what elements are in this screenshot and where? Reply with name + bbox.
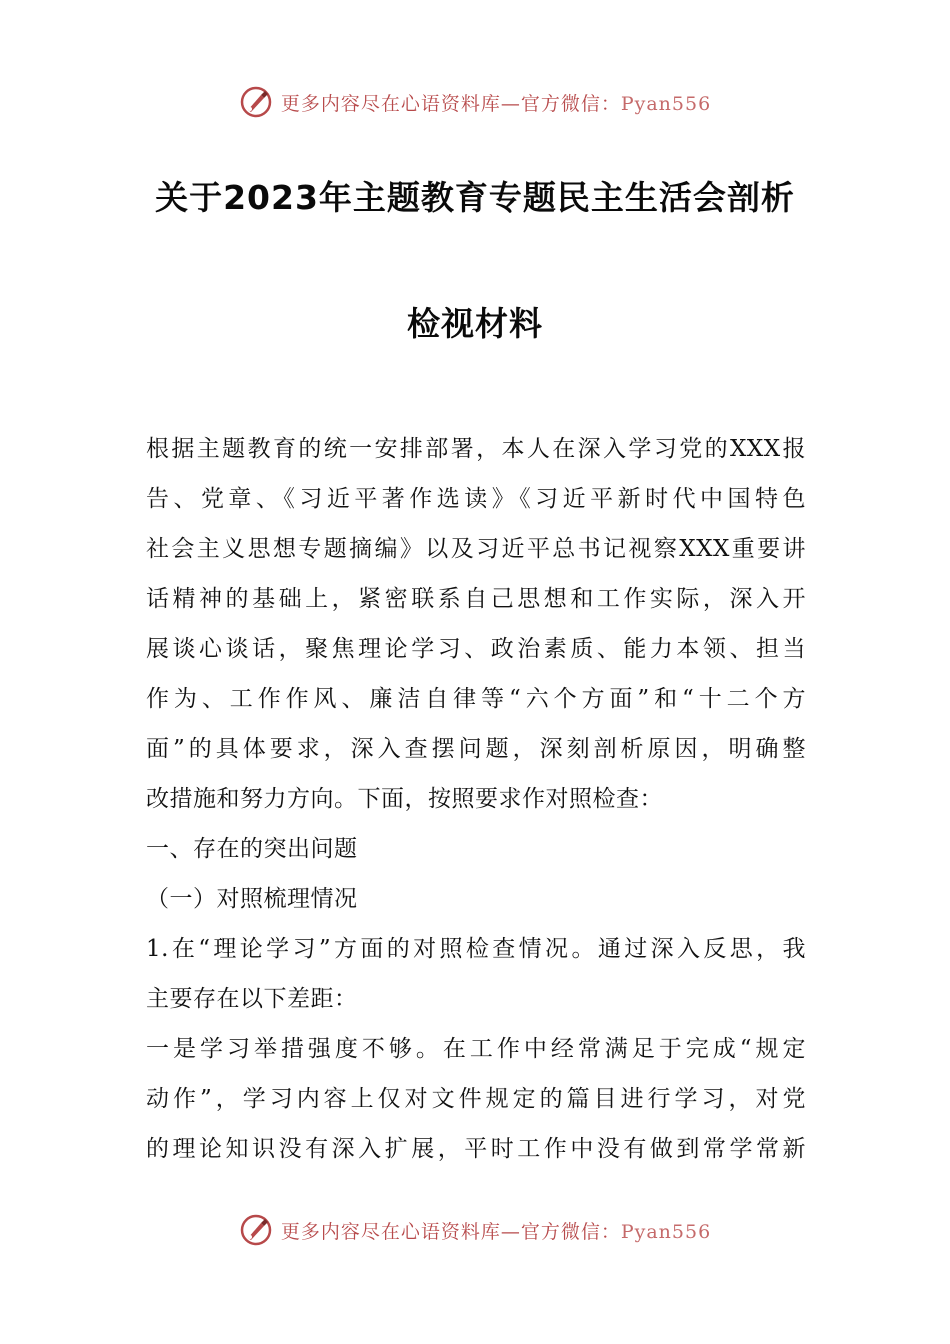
pen-seal-icon: [239, 85, 273, 119]
banner-slogan: 更多内容尽在心语资料库—官方微信：: [280, 92, 621, 115]
footer-banner: [0, 1210, 950, 1250]
body-line: 主要存在以下差距：: [146, 986, 358, 1012]
body-line: 告、党章、《习近平著作选读》《习近平新时代中国特色: [146, 486, 806, 512]
banner-slogan: 更多内容尽在心语资料库—官方微信：: [280, 1220, 621, 1243]
body-line: 展谈心谈话，聚焦理论学习、政治素质、能力本领、担当: [146, 636, 806, 662]
pen-seal-icon: [239, 1213, 273, 1247]
document-body: [146, 424, 806, 1174]
banner-wechat-id: Pyan556: [620, 1220, 712, 1243]
subsection-heading: （一）对照梳理情况: [146, 886, 358, 912]
body-line: 社会主义思想专题摘编》以及习近平总书记视察XXX重要讲: [146, 536, 806, 562]
body-line: 作为、工作作风、廉洁自律等“六个方面”和“十二个方: [146, 686, 806, 712]
body-line: 改措施和努力方向。下面，按照要求作对照检查：: [146, 786, 663, 812]
document-title-line-1: 关于2023年主题教育专题民主生活会剖析: [155, 178, 795, 217]
body-line: 面”的具体要求，深入查摆问题，深刻剖析原因，明确整: [146, 736, 806, 762]
body-line: 的理论知识没有深入扩展，平时工作中没有做到常学常新: [146, 1136, 806, 1162]
body-line: 动作”，学习内容上仅对文件规定的篇目进行学习，对党: [146, 1086, 806, 1112]
banner-text: [281, 1217, 711, 1244]
body-line: 1.在“理论学习”方面的对照检查情况。通过深入反思，我: [146, 936, 806, 962]
body-line: 一是学习举措强度不够。在工作中经常满足于完成“规定: [146, 1036, 806, 1062]
document-title-line-2: 检视材料: [407, 304, 543, 343]
body-line: 根据主题教育的统一安排部署，本人在深入学习党的XXX报: [146, 436, 806, 462]
banner-text: [281, 89, 711, 116]
section-heading: 一、存在的突出问题: [146, 836, 358, 862]
body-line: 话精神的基础上，紧密联系自己思想和工作实际，深入开: [146, 586, 806, 612]
header-banner: [0, 82, 950, 122]
banner-wechat-id: Pyan556: [620, 92, 712, 115]
